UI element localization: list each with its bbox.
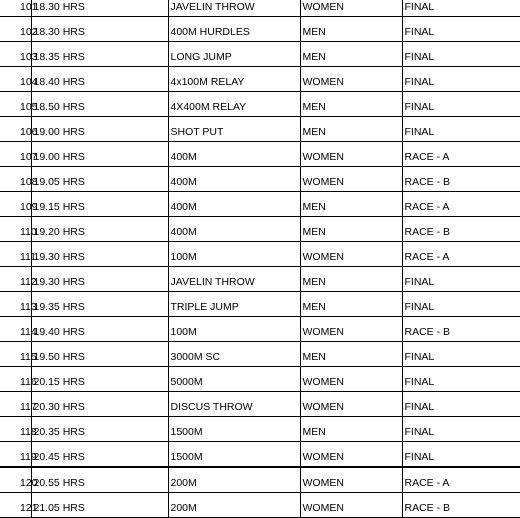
- category-cell: WOMEN: [300, 317, 402, 342]
- category-cell: MEN: [300, 117, 402, 142]
- event-name-cell: 5000M: [168, 367, 300, 392]
- category-cell: MEN: [300, 42, 402, 67]
- round-cell: FINAL: [402, 367, 520, 392]
- category-cell: WOMEN: [300, 67, 402, 92]
- round-cell: FINAL: [402, 292, 520, 317]
- round-cell: FINAL: [402, 42, 520, 67]
- table-row: [0, 42, 520, 67]
- time-cell: 18.40 HRS: [31, 67, 168, 92]
- category-cell: WOMEN: [300, 392, 402, 417]
- time-cell: 20.55 HRS: [31, 467, 168, 493]
- round-cell: FINAL: [402, 267, 520, 292]
- event-number-cell: 103: [0, 42, 31, 67]
- round-cell: FINAL: [402, 417, 520, 442]
- event-number-cell: 116: [0, 367, 31, 392]
- round-cell: FINAL: [402, 442, 520, 468]
- time-cell: 19.00 HRS: [31, 117, 168, 142]
- time-cell: 19.30 HRS: [31, 242, 168, 267]
- table-row: [0, 92, 520, 117]
- event-name-cell: 400M HURDLES: [168, 17, 300, 42]
- event-number-cell: 113: [0, 292, 31, 317]
- time-cell: 19.30 HRS: [31, 267, 168, 292]
- event-number-cell: 109: [0, 192, 31, 217]
- event-number-cell: 118: [0, 417, 31, 442]
- event-name-cell: 400M: [168, 217, 300, 242]
- round-cell: RACE - A: [402, 242, 520, 267]
- table-row: [0, 217, 520, 242]
- event-number-cell: 111: [0, 242, 31, 267]
- round-cell: RACE - B: [402, 167, 520, 192]
- time-cell: 18.30 HRS: [31, 0, 168, 17]
- round-cell: FINAL: [402, 117, 520, 142]
- category-cell: WOMEN: [300, 493, 402, 518]
- time-cell: 18.35 HRS: [31, 42, 168, 67]
- event-name-cell: 4x100M RELAY: [168, 67, 300, 92]
- time-cell: 19.20 HRS: [31, 217, 168, 242]
- event-number-cell: 117: [0, 392, 31, 417]
- event-number-cell: 102: [0, 17, 31, 42]
- category-cell: MEN: [300, 217, 402, 242]
- category-cell: WOMEN: [300, 367, 402, 392]
- table-row: [0, 367, 520, 392]
- table-row: [0, 442, 520, 468]
- event-name-cell: 400M: [168, 192, 300, 217]
- round-cell: RACE - B: [402, 493, 520, 518]
- time-cell: 19.05 HRS: [31, 167, 168, 192]
- table-row: [0, 117, 520, 142]
- event-number-cell: 115: [0, 342, 31, 367]
- category-cell: WOMEN: [300, 167, 402, 192]
- time-cell: 20.45 HRS: [31, 442, 168, 468]
- category-cell: MEN: [300, 17, 402, 42]
- time-cell: 18.50 HRS: [31, 92, 168, 117]
- category-cell: WOMEN: [300, 467, 402, 493]
- table-row: [0, 67, 520, 92]
- time-cell: 20.15 HRS: [31, 367, 168, 392]
- table-row: [0, 0, 520, 17]
- table-row: [0, 342, 520, 367]
- category-cell: WOMEN: [300, 242, 402, 267]
- event-number-cell: 110: [0, 217, 31, 242]
- event-name-cell: DISCUS THROW: [168, 392, 300, 417]
- event-name-cell: 1500M: [168, 417, 300, 442]
- table-row: [0, 17, 520, 42]
- time-cell: 20.35 HRS: [31, 417, 168, 442]
- category-cell: WOMEN: [300, 142, 402, 167]
- category-cell: MEN: [300, 417, 402, 442]
- round-cell: FINAL: [402, 342, 520, 367]
- event-name-cell: 400M: [168, 142, 300, 167]
- event-name-cell: 100M: [168, 242, 300, 267]
- table-row: [0, 142, 520, 167]
- event-name-cell: 1500M: [168, 442, 300, 468]
- table-row: [0, 192, 520, 217]
- category-cell: MEN: [300, 192, 402, 217]
- event-number-cell: 108: [0, 167, 31, 192]
- event-name-cell: TRIPLE JUMP: [168, 292, 300, 317]
- round-cell: RACE - B: [402, 317, 520, 342]
- event-number-cell: 112: [0, 267, 31, 292]
- event-number-cell: 104: [0, 67, 31, 92]
- time-cell: 19.00 HRS: [31, 142, 168, 167]
- event-name-cell: 100M: [168, 317, 300, 342]
- table-row: [0, 267, 520, 292]
- round-cell: FINAL: [402, 0, 520, 17]
- time-cell: 18.30 HRS: [31, 17, 168, 42]
- event-number-cell: 121: [0, 493, 31, 518]
- table-row: [0, 493, 520, 518]
- time-cell: 19.35 HRS: [31, 292, 168, 317]
- category-cell: MEN: [300, 342, 402, 367]
- time-cell: 21.05 HRS: [31, 493, 168, 518]
- event-number-cell: 107: [0, 142, 31, 167]
- round-cell: FINAL: [402, 67, 520, 92]
- event-number-cell: 105: [0, 92, 31, 117]
- round-cell: FINAL: [402, 17, 520, 42]
- time-cell: 19.15 HRS: [31, 192, 168, 217]
- round-cell: RACE - A: [402, 192, 520, 217]
- event-name-cell: LONG JUMP: [168, 42, 300, 67]
- event-number-cell: 119: [0, 442, 31, 468]
- time-cell: 19.50 HRS: [31, 342, 168, 367]
- event-name-cell: SHOT PUT: [168, 117, 300, 142]
- round-cell: FINAL: [402, 392, 520, 417]
- event-number-cell: 101: [0, 0, 31, 17]
- category-cell: WOMEN: [300, 0, 402, 17]
- time-cell: 20.30 HRS: [31, 392, 168, 417]
- category-cell: MEN: [300, 292, 402, 317]
- time-cell: 19.40 HRS: [31, 317, 168, 342]
- category-cell: MEN: [300, 92, 402, 117]
- table-row: [0, 242, 520, 267]
- round-cell: RACE - A: [402, 142, 520, 167]
- event-number-cell: 114: [0, 317, 31, 342]
- table-row: [0, 167, 520, 192]
- category-cell: MEN: [300, 267, 402, 292]
- table-row: [0, 417, 520, 442]
- event-number-cell: 120: [0, 467, 31, 493]
- table-row: [0, 467, 520, 493]
- event-name-cell: 200M: [168, 467, 300, 493]
- event-name-cell: 200M: [168, 493, 300, 518]
- event-name-cell: JAVELIN THROW: [168, 267, 300, 292]
- round-cell: FINAL: [402, 92, 520, 117]
- category-cell: WOMEN: [300, 442, 402, 468]
- event-name-cell: JAVELIN THROW: [168, 0, 300, 17]
- table-row: [0, 317, 520, 342]
- table-row: [0, 392, 520, 417]
- table-row: [0, 292, 520, 317]
- event-name-cell: 3000M SC: [168, 342, 300, 367]
- event-name-cell: 4X400M RELAY: [168, 92, 300, 117]
- event-number-cell: 106: [0, 117, 31, 142]
- round-cell: RACE - A: [402, 467, 520, 493]
- round-cell: RACE - B: [402, 217, 520, 242]
- event-name-cell: 400M: [168, 167, 300, 192]
